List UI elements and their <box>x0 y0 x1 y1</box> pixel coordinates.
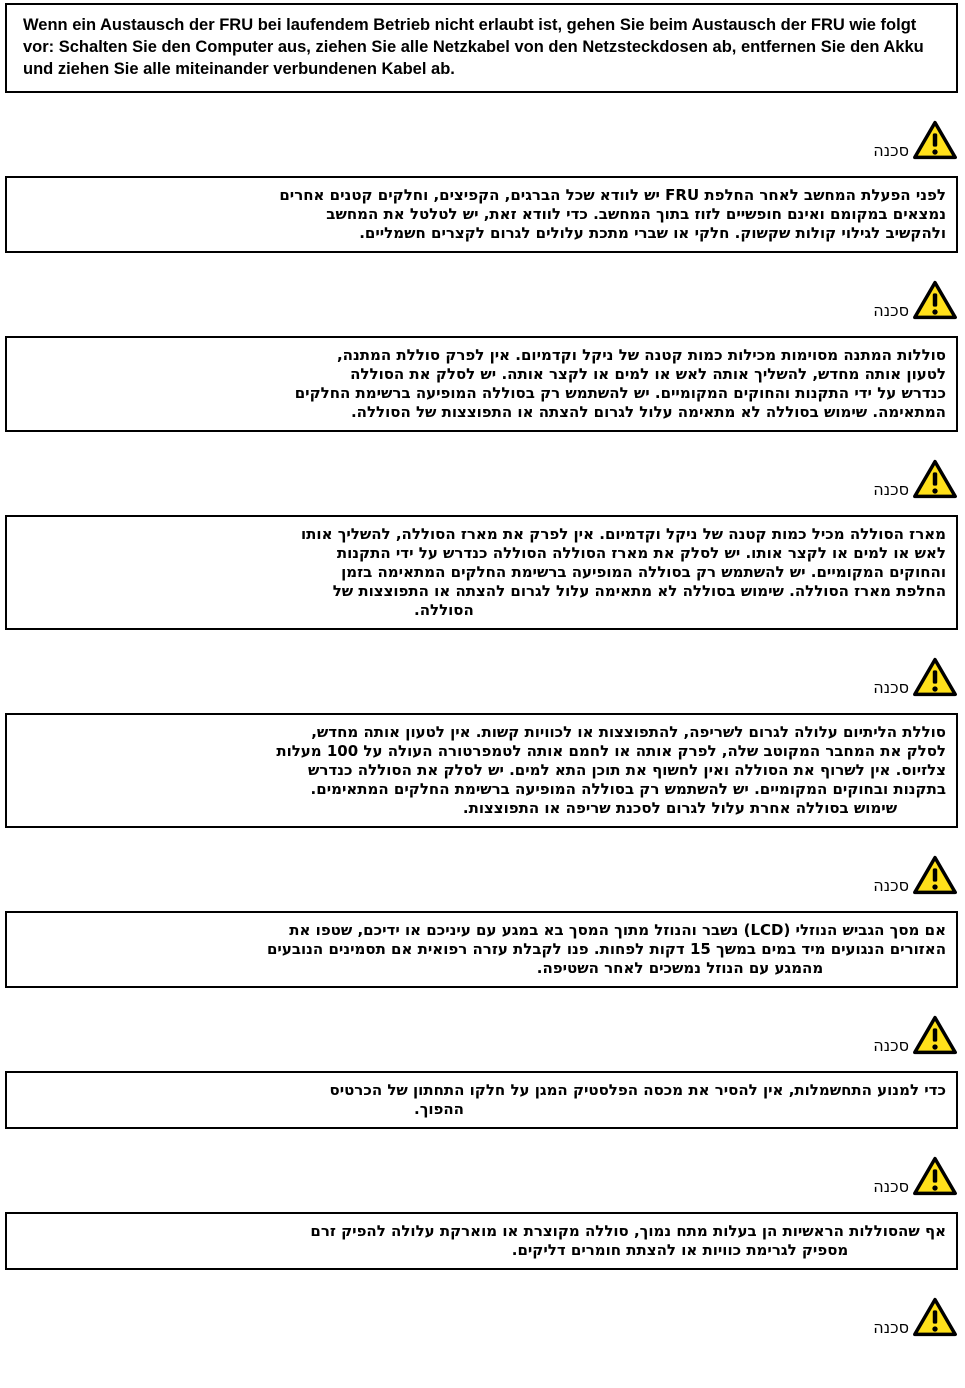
danger-section <box>0 116 965 253</box>
warning-triangle-icon <box>912 1154 958 1198</box>
warning-triangle-icon <box>912 853 958 897</box>
danger-notice-box <box>5 515 958 630</box>
warning-triangle-icon <box>912 278 958 322</box>
danger-section <box>0 653 965 828</box>
danger-heading <box>0 653 958 699</box>
danger-section <box>0 276 965 432</box>
danger-notice-text <box>266 921 946 978</box>
danger-section <box>0 851 965 988</box>
notice-line: נמצאים במקומם ואינם חופשיים לזוז בתוך המחשב. כדי לוודא זאת, יש לטלטל את המחשב <box>326 205 946 223</box>
warning-triangle-icon <box>912 1295 958 1339</box>
danger-notice-text <box>279 186 946 243</box>
danger-heading <box>0 1011 958 1057</box>
danger-label: סכנה <box>873 480 909 499</box>
notice-line: צלזיוס. אין לשרוף את הסוללה ואין לחשוף את תוכן התא למים. יש לסלק את הסוללה כנדרש <box>308 761 946 779</box>
danger-notice-box <box>5 1212 958 1270</box>
warning-triangle-icon <box>912 457 958 501</box>
notice-line: בתקנות ובחוקים המקומיים. יש להשתמש רק בסוללה המופיעה ברשימת החלקים המתאימים. <box>310 780 946 798</box>
notice-line: האזורים הנגועים מיד במים במשך 15 דקות לפחות. פנו לקבלת עזרה רפואית אם תסמינים הנובעים <box>266 940 946 958</box>
danger-notice-box <box>5 911 958 988</box>
danger-sections <box>0 116 965 1339</box>
notice-line: מהמגע עם הנוזל נמשכים לאחר השטיפה. <box>536 959 824 977</box>
danger-label: סכנה <box>873 301 909 320</box>
danger-notice-text <box>310 1222 946 1260</box>
danger-notice-box <box>5 176 958 253</box>
danger-section <box>0 455 965 630</box>
notice-line: כנדרש על ידי התקנות והחוקים המקומיים. יש להשתמש רק בסוללה המופיעה ברשימת החלקים <box>294 384 946 402</box>
notice-line: לאש או למים או לקצר אותו. יש לסלק את מארז הסוללה הסוללה כנדרש על ידי התקנות <box>336 544 946 562</box>
danger-label: סכנה <box>873 1177 909 1196</box>
danger-heading <box>0 851 958 897</box>
danger-heading <box>0 1293 958 1339</box>
danger-heading <box>0 455 958 501</box>
danger-label: סכנה <box>873 678 909 697</box>
notice-line: והחוקים המקומיים. יש להשתמש רק בסוללה המופיעה ברשימת החלקים המתאימה בזמן <box>341 563 946 581</box>
danger-notice-box <box>5 713 958 828</box>
notice-line: ההפוך. <box>414 1100 464 1118</box>
danger-notice-box <box>5 1071 958 1129</box>
danger-heading <box>0 276 958 322</box>
warning-triangle-icon <box>912 1013 958 1057</box>
danger-heading <box>0 116 958 162</box>
german-notice-box <box>5 3 958 93</box>
notice-line: שימוש בסוללה אחרת עלול לגרום לסכנת שריפה או התפוצצות. <box>462 799 898 817</box>
notice-line: הסוללה. <box>414 601 474 619</box>
notice-line: החלפת מארז הסוללה. שימוש בסוללה לא מתאימה עלול לגרום להצתה או התפוצצות של <box>332 582 946 600</box>
danger-notice-text <box>294 346 946 422</box>
danger-notice-text <box>301 525 946 620</box>
notice-line: סוללות המתנה מסוימות מכילות כמות קטנה של ניקל וקדמיום. אין לפרק סוללת המתנה, <box>336 346 946 364</box>
notice-line: אם מסך הגביש הנוזלי (LCD) נשבר והנוזל מתוך המסך בא במגע עם עיניכם או ידיכם, שטפו את <box>289 921 946 939</box>
warning-triangle-icon <box>912 655 958 699</box>
danger-label: סכנה <box>873 1318 909 1337</box>
notice-line: מארז הסוללה מכיל כמות קטנה של ניקל וקדמיום. אין לפרק את מארז הסוללה, להשליך אותו <box>301 525 946 543</box>
danger-heading <box>0 1152 958 1198</box>
danger-section <box>0 1152 965 1270</box>
german-notice-text: Wenn ein Austausch der FRU bei laufendem Betrieb nicht erlaubt ist, gehen Sie beim Austausch der FRU wie folgt vor: Schalten Sie den Computer aus, ziehen Sie alle Netzkabel von den Netzsteckdosen ab, entfernen Sie den Akku und ziehen Sie alle miteinander verbundenen Kabel ab. <box>23 16 924 78</box>
notice-line: לטעון אותה מחדש, להשליך אותה לאש או למים או לקצר אותה. יש לסלק את הסוללה <box>350 365 946 383</box>
notice-line: מספיק לגרימת כוויות או להצתת חומרים דליקים. <box>511 1241 849 1259</box>
danger-section <box>0 1011 965 1129</box>
notice-line: ולהקשיב לגילוי קולות שקשוק. חלקי או שברי מתכת עלולים לגרום לקצרים חשמליים. <box>359 224 946 242</box>
notice-line: לסלק את המחבר המקוטב שלה, לפרק אותה או לחמם אותה לטמפרטורה העולה על 100 מעלות <box>276 742 946 760</box>
danger-notice-text <box>276 723 946 818</box>
notice-line: אף שהסוללות הראשיות הן בעלות מתח נמוך, סוללה מקוצרת או מוארקת עלולה להפיק זרם <box>310 1222 946 1240</box>
notice-line: סוללת הליתיום עלולה לגרום לשריפה, להתפוצצות או לכוויות קשות. אין לטעון אותה מחדש, <box>311 723 946 741</box>
danger-label: סכנה <box>873 1036 909 1055</box>
danger-section <box>0 1293 965 1339</box>
danger-label: סכנה <box>873 141 909 160</box>
notice-line: המתאימה. שימוש בסוללה לא מתאימה עלול לגרום להצתה או התפוצצות של הסוללה. <box>350 403 946 421</box>
danger-label: סכנה <box>873 876 909 895</box>
notice-line: כדי למנוע התחשמלות, אין להסיר את מכסה הפלסטיק המגן על חלקו התחתון של הכרטיס <box>329 1081 946 1099</box>
danger-notice-text <box>329 1081 946 1119</box>
notice-line: לפני הפעלת המחשב לאחר החלפת FRU יש לוודא שכל הברגים, הקפיצים, וחלקים קטנים אחרים <box>279 186 946 204</box>
warning-triangle-icon <box>912 118 958 162</box>
danger-notice-box <box>5 336 958 432</box>
